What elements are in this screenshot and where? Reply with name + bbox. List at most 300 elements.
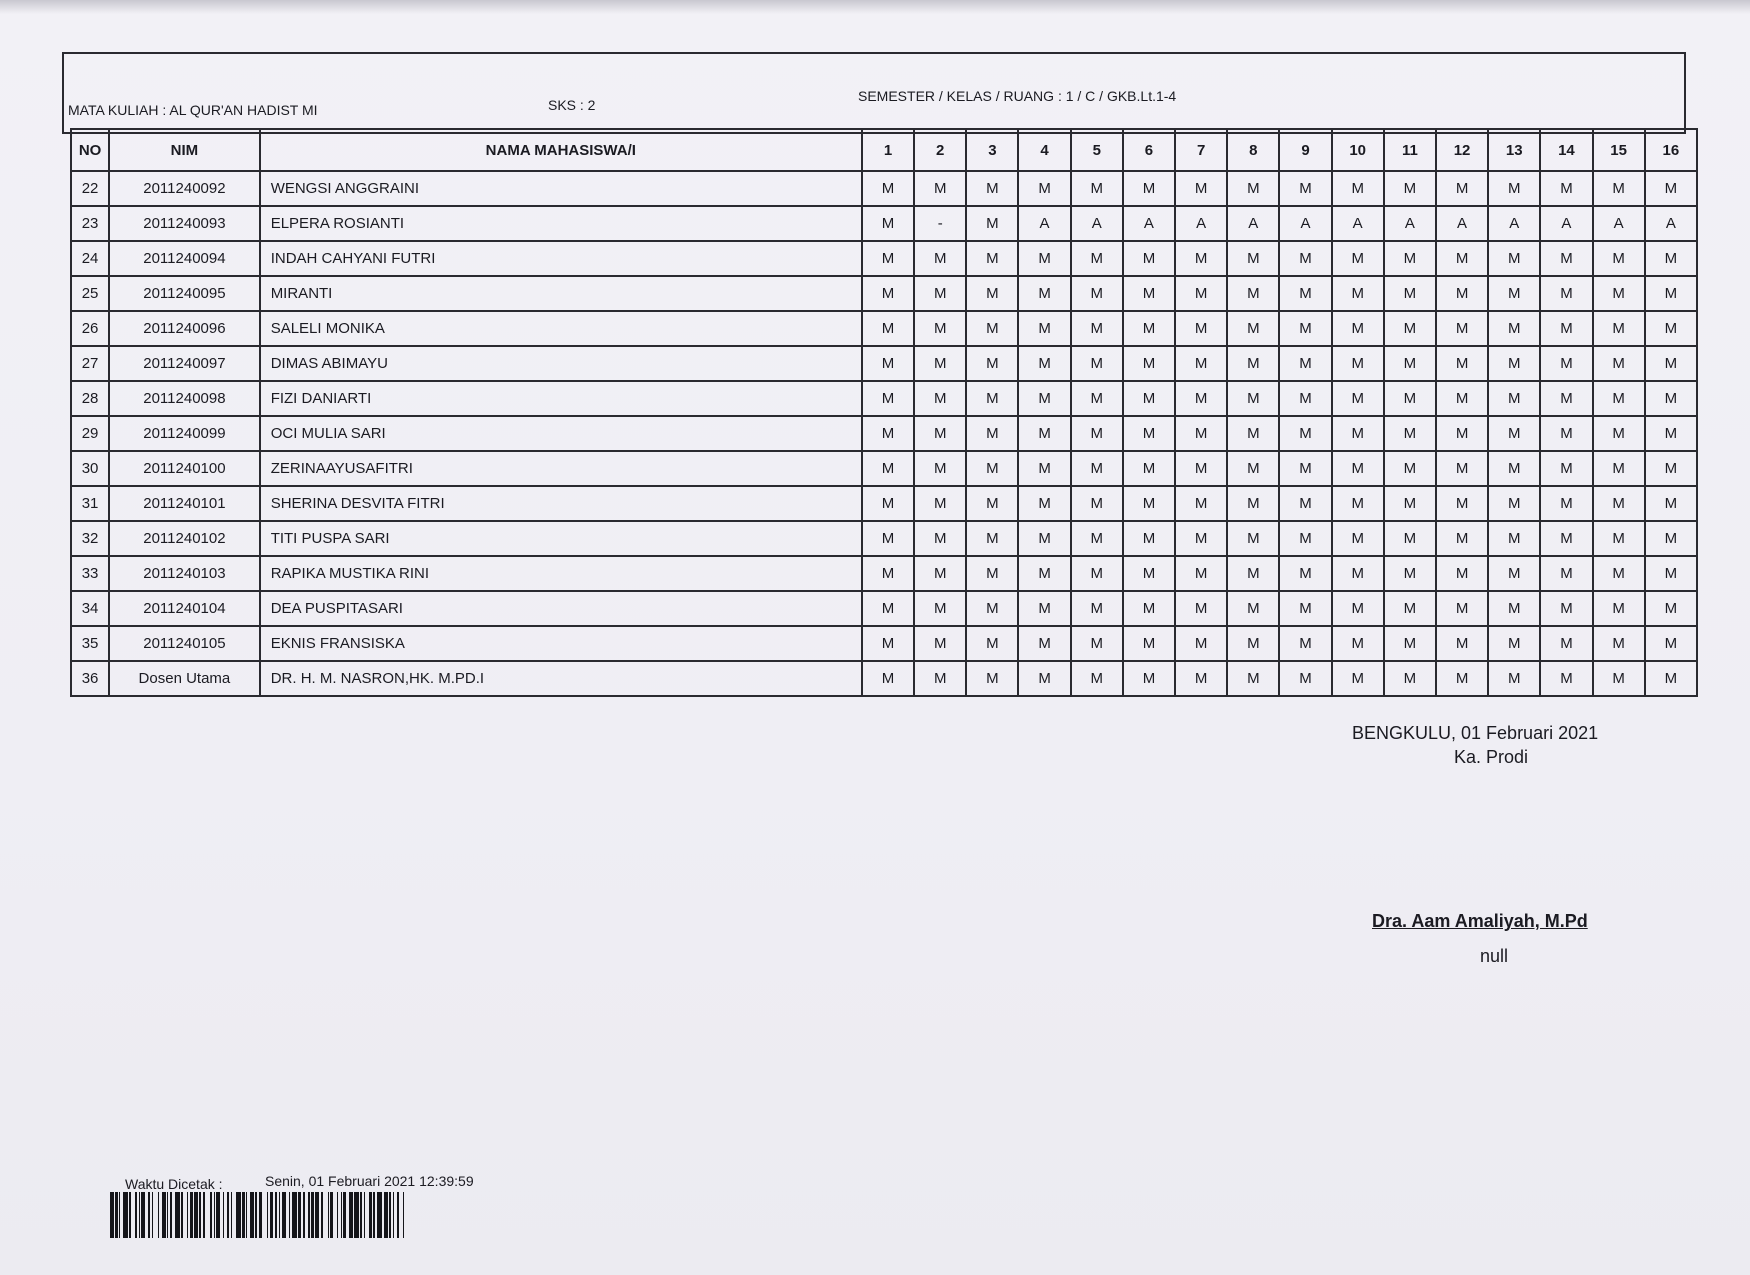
attendance-mark: A	[1488, 206, 1540, 241]
attendance-mark: M	[1593, 556, 1645, 591]
attendance-mark: M	[1593, 486, 1645, 521]
attendance-mark: M	[1175, 381, 1227, 416]
attendance-mark: M	[1332, 591, 1384, 626]
column-header-meeting-9: 9	[1279, 129, 1331, 171]
attendance-mark: M	[1645, 521, 1697, 556]
attendance-mark: M	[862, 591, 914, 626]
attendance-mark: M	[914, 241, 966, 276]
attendance-mark: M	[1384, 556, 1436, 591]
attendance-mark: M	[1645, 381, 1697, 416]
attendance-mark: M	[1384, 451, 1436, 486]
attendance-mark: M	[862, 416, 914, 451]
attendance-mark: M	[1645, 486, 1697, 521]
attendance-mark: M	[914, 381, 966, 416]
student-name: ELPERA ROSIANTI	[260, 206, 862, 241]
attendance-mark: M	[1436, 626, 1488, 661]
attendance-mark: M	[1227, 346, 1279, 381]
attendance-mark: M	[862, 311, 914, 346]
attendance-mark: M	[966, 346, 1018, 381]
place-date: BENGKULU, 01 Februari 2021	[1352, 723, 1599, 743]
attendance-mark: M	[1593, 311, 1645, 346]
attendance-mark: M	[1279, 276, 1331, 311]
attendance-mark: M	[1123, 591, 1175, 626]
attendance-mark: M	[1436, 241, 1488, 276]
attendance-mark: M	[1071, 626, 1123, 661]
student-name: TITI PUSPA SARI	[260, 521, 862, 556]
row-number: 32	[71, 521, 109, 556]
column-header-meeting-13: 13	[1488, 129, 1540, 171]
attendance-mark: A	[1384, 206, 1436, 241]
attendance-mark: M	[1332, 276, 1384, 311]
attendance-mark: M	[1018, 276, 1070, 311]
position-title: Ka. Prodi	[1454, 747, 1529, 767]
attendance-mark: M	[1488, 661, 1540, 696]
attendance-mark: M	[862, 486, 914, 521]
attendance-mark: M	[1488, 591, 1540, 626]
student-name: SHERINA DESVITA FITRI	[260, 486, 862, 521]
attendance-mark: M	[1645, 451, 1697, 486]
row-number: 24	[71, 241, 109, 276]
attendance-mark: M	[1123, 451, 1175, 486]
attendance-mark: M	[1593, 346, 1645, 381]
attendance-mark: M	[914, 416, 966, 451]
attendance-mark: M	[1384, 171, 1436, 206]
attendance-mark: M	[914, 171, 966, 206]
student-name: DEA PUSPITASARI	[260, 591, 862, 626]
attendance-mark: M	[966, 556, 1018, 591]
attendance-mark: M	[966, 241, 1018, 276]
attendance-mark: M	[1436, 451, 1488, 486]
attendance-mark: M	[1123, 521, 1175, 556]
attendance-mark: M	[966, 416, 1018, 451]
table-row	[71, 381, 1697, 416]
attendance-mark: A	[1227, 206, 1279, 241]
attendance-mark: M	[1593, 241, 1645, 276]
attendance-mark: M	[1593, 626, 1645, 661]
attendance-mark: M	[1488, 626, 1540, 661]
table-row	[71, 626, 1697, 661]
row-number: 29	[71, 416, 109, 451]
course-label: MATA KULIAH : AL QUR'AN HADIST MI	[68, 102, 318, 118]
attendance-mark: M	[1645, 346, 1697, 381]
row-number: 26	[71, 311, 109, 346]
attendance-mark: M	[1540, 626, 1592, 661]
table-row	[71, 661, 1697, 696]
attendance-mark: M	[1384, 346, 1436, 381]
attendance-mark: M	[1175, 486, 1227, 521]
attendance-mark: M	[1175, 591, 1227, 626]
column-header-meeting-5: 5	[1071, 129, 1123, 171]
attendance-mark: M	[1540, 311, 1592, 346]
column-header-meeting-7: 7	[1175, 129, 1227, 171]
table-row	[71, 591, 1697, 626]
column-header-nim: NIM	[109, 129, 260, 171]
attendance-mark: M	[1279, 661, 1331, 696]
print-time-value: Senin, 01 Februari 2021 12:39:59	[265, 1173, 474, 1189]
column-header-name: NAMA MAHASISWA/I	[260, 129, 862, 171]
table-row	[71, 346, 1697, 381]
attendance-mark: M	[1123, 241, 1175, 276]
attendance-mark: M	[1018, 416, 1070, 451]
attendance-mark: M	[1018, 486, 1070, 521]
attendance-mark: M	[1279, 311, 1331, 346]
attendance-mark: M	[1332, 346, 1384, 381]
attendance-mark: M	[1018, 521, 1070, 556]
attendance-mark: M	[966, 276, 1018, 311]
attendance-mark: M	[1071, 171, 1123, 206]
attendance-mark: M	[862, 381, 914, 416]
attendance-mark: M	[862, 346, 914, 381]
table-body	[71, 171, 1697, 696]
attendance-mark: M	[1071, 556, 1123, 591]
signatory-id: null	[1480, 946, 1509, 966]
attendance-mark: M	[1123, 381, 1175, 416]
table-row	[71, 171, 1697, 206]
attendance-mark: M	[1227, 626, 1279, 661]
attendance-mark: M	[966, 486, 1018, 521]
student-nim: 2011240093	[109, 206, 260, 241]
attendance-mark: M	[1540, 521, 1592, 556]
attendance-mark: M	[1175, 451, 1227, 486]
attendance-mark: M	[914, 451, 966, 486]
attendance-mark: M	[1488, 276, 1540, 311]
attendance-table	[70, 128, 1698, 697]
attendance-mark: M	[1227, 311, 1279, 346]
attendance-mark: M	[1384, 661, 1436, 696]
table-row	[71, 556, 1697, 591]
attendance-mark: M	[1436, 556, 1488, 591]
attendance-mark: M	[1175, 626, 1227, 661]
attendance-mark: M	[1540, 276, 1592, 311]
row-number: 27	[71, 346, 109, 381]
attendance-mark: M	[1227, 416, 1279, 451]
column-header-meeting-14: 14	[1540, 129, 1592, 171]
attendance-mark: M	[1332, 381, 1384, 416]
attendance-mark: M	[966, 171, 1018, 206]
attendance-mark: -	[914, 206, 966, 241]
attendance-mark: M	[1540, 381, 1592, 416]
barcode	[110, 1192, 675, 1238]
attendance-mark: M	[1175, 521, 1227, 556]
attendance-mark: M	[966, 381, 1018, 416]
column-header-meeting-11: 11	[1384, 129, 1436, 171]
student-nim: 2011240100	[109, 451, 260, 486]
attendance-mark: M	[1332, 521, 1384, 556]
attendance-mark: M	[1279, 486, 1331, 521]
attendance-mark: M	[1123, 556, 1175, 591]
attendance-mark: M	[1018, 346, 1070, 381]
row-number: 35	[71, 626, 109, 661]
attendance-mark: M	[1071, 591, 1123, 626]
attendance-mark: A	[1071, 206, 1123, 241]
attendance-mark: M	[1227, 591, 1279, 626]
attendance-mark: M	[862, 206, 914, 241]
attendance-mark: M	[1593, 661, 1645, 696]
student-nim: 2011240099	[109, 416, 260, 451]
row-number: 22	[71, 171, 109, 206]
attendance-mark: M	[1071, 346, 1123, 381]
attendance-mark: M	[1279, 451, 1331, 486]
attendance-mark: M	[914, 661, 966, 696]
attendance-mark: M	[862, 661, 914, 696]
student-name: MIRANTI	[260, 276, 862, 311]
attendance-mark: M	[1018, 241, 1070, 276]
attendance-mark: M	[1593, 591, 1645, 626]
signatory-name: Dra. Aam Amaliyah, M.Pd	[1372, 911, 1588, 931]
table-row	[71, 416, 1697, 451]
attendance-mark: M	[914, 346, 966, 381]
attendance-mark: M	[1279, 381, 1331, 416]
attendance-mark: M	[1123, 661, 1175, 696]
attendance-mark: M	[966, 521, 1018, 556]
attendance-mark: M	[1436, 486, 1488, 521]
column-header-meeting-8: 8	[1227, 129, 1279, 171]
attendance-mark: M	[914, 486, 966, 521]
attendance-mark: M	[1488, 521, 1540, 556]
attendance-mark: M	[1279, 346, 1331, 381]
column-header-meeting-6: 6	[1123, 129, 1175, 171]
attendance-mark: M	[1018, 171, 1070, 206]
attendance-mark: M	[1488, 486, 1540, 521]
attendance-mark: M	[1593, 381, 1645, 416]
attendance-mark: M	[1488, 416, 1540, 451]
attendance-mark: M	[966, 451, 1018, 486]
column-header-meeting-15: 15	[1593, 129, 1645, 171]
attendance-mark: M	[1540, 591, 1592, 626]
attendance-mark: M	[1123, 626, 1175, 661]
attendance-mark: M	[1227, 486, 1279, 521]
table-row	[71, 206, 1697, 241]
attendance-mark: M	[1645, 626, 1697, 661]
attendance-mark: M	[1436, 591, 1488, 626]
attendance-mark: M	[1018, 451, 1070, 486]
attendance-mark: A	[1645, 206, 1697, 241]
attendance-mark: M	[1279, 416, 1331, 451]
attendance-mark: M	[1332, 626, 1384, 661]
attendance-mark: M	[1540, 171, 1592, 206]
attendance-mark: M	[1123, 171, 1175, 206]
student-name: OCI MULIA SARI	[260, 416, 862, 451]
attendance-mark: M	[1384, 311, 1436, 346]
row-number: 30	[71, 451, 109, 486]
column-header-meeting-1: 1	[862, 129, 914, 171]
attendance-mark: M	[1175, 276, 1227, 311]
attendance-mark: M	[1540, 661, 1592, 696]
attendance-mark: M	[1332, 416, 1384, 451]
attendance-mark: M	[1123, 486, 1175, 521]
attendance-mark: M	[966, 626, 1018, 661]
attendance-mark: M	[1384, 381, 1436, 416]
attendance-mark: M	[1593, 451, 1645, 486]
attendance-mark: M	[1436, 661, 1488, 696]
attendance-mark: M	[1175, 311, 1227, 346]
attendance-mark: M	[1332, 556, 1384, 591]
attendance-mark: M	[1645, 416, 1697, 451]
student-name: WENGSI ANGGRAINI	[260, 171, 862, 206]
attendance-mark: A	[1593, 206, 1645, 241]
attendance-mark: M	[1332, 661, 1384, 696]
student-name: ZERINAAYUSAFITRI	[260, 451, 862, 486]
attendance-mark: A	[1279, 206, 1331, 241]
attendance-mark: M	[1645, 276, 1697, 311]
attendance-mark: M	[1071, 241, 1123, 276]
attendance-mark: M	[1540, 416, 1592, 451]
student-nim: 2011240097	[109, 346, 260, 381]
student-name: EKNIS FRANSISKA	[260, 626, 862, 661]
column-header-no: NO	[71, 129, 109, 171]
attendance-mark: M	[1540, 346, 1592, 381]
attendance-mark: M	[1332, 241, 1384, 276]
student-nim: 2011240092	[109, 171, 260, 206]
attendance-mark: M	[1279, 171, 1331, 206]
attendance-mark: M	[862, 556, 914, 591]
row-number: 36	[71, 661, 109, 696]
scan-shadow	[0, 0, 1750, 14]
print-time-label: Waktu Dicetak :	[125, 1176, 223, 1192]
attendance-mark: M	[1332, 451, 1384, 486]
attendance-mark: A	[1123, 206, 1175, 241]
attendance-mark: M	[1071, 486, 1123, 521]
attendance-mark: M	[1227, 556, 1279, 591]
attendance-mark: M	[1593, 416, 1645, 451]
table-row	[71, 241, 1697, 276]
table-row	[71, 521, 1697, 556]
attendance-mark: M	[1436, 171, 1488, 206]
attendance-mark: M	[1436, 346, 1488, 381]
attendance-mark: M	[862, 451, 914, 486]
attendance-mark: M	[1018, 591, 1070, 626]
attendance-mark: M	[862, 276, 914, 311]
student-nim: 2011240095	[109, 276, 260, 311]
attendance-mark: A	[1332, 206, 1384, 241]
student-nim: 2011240105	[109, 626, 260, 661]
attendance-mark: M	[1384, 591, 1436, 626]
attendance-mark: M	[1175, 171, 1227, 206]
attendance-mark: M	[1332, 311, 1384, 346]
attendance-mark: M	[1071, 451, 1123, 486]
table-row	[71, 451, 1697, 486]
student-nim: 2011240096	[109, 311, 260, 346]
column-header-meeting-12: 12	[1436, 129, 1488, 171]
row-number: 28	[71, 381, 109, 416]
attendance-mark: M	[966, 591, 1018, 626]
attendance-mark: M	[1384, 276, 1436, 311]
attendance-mark: A	[1540, 206, 1592, 241]
attendance-mark: A	[1436, 206, 1488, 241]
student-nim: 2011240103	[109, 556, 260, 591]
attendance-mark: M	[1384, 521, 1436, 556]
attendance-mark: M	[914, 626, 966, 661]
attendance-mark: M	[1227, 241, 1279, 276]
attendance-mark: M	[1175, 346, 1227, 381]
attendance-mark: M	[1227, 661, 1279, 696]
column-header-meeting-10: 10	[1332, 129, 1384, 171]
student-nim: Dosen Utama	[109, 661, 260, 696]
attendance-mark: M	[1279, 626, 1331, 661]
attendance-mark: A	[1175, 206, 1227, 241]
table-row	[71, 486, 1697, 521]
attendance-mark: M	[1540, 241, 1592, 276]
table-header-row	[71, 129, 1697, 171]
attendance-mark: M	[914, 276, 966, 311]
attendance-mark: M	[1175, 661, 1227, 696]
attendance-mark: M	[1540, 451, 1592, 486]
attendance-mark: M	[914, 591, 966, 626]
attendance-mark: M	[1593, 521, 1645, 556]
attendance-mark: M	[1332, 486, 1384, 521]
attendance-mark: M	[1279, 241, 1331, 276]
attendance-mark: M	[1227, 451, 1279, 486]
attendance-mark: M	[1540, 556, 1592, 591]
attendance-mark: M	[1071, 276, 1123, 311]
attendance-mark: M	[1384, 416, 1436, 451]
attendance-mark: M	[1384, 486, 1436, 521]
student-name: RAPIKA MUSTIKA RINI	[260, 556, 862, 591]
attendance-mark: M	[1123, 346, 1175, 381]
student-nim: 2011240104	[109, 591, 260, 626]
attendance-mark: M	[1436, 381, 1488, 416]
column-header-meeting-3: 3	[966, 129, 1018, 171]
attendance-mark: M	[1593, 171, 1645, 206]
column-header-meeting-2: 2	[914, 129, 966, 171]
attendance-mark: M	[966, 661, 1018, 696]
attendance-mark: M	[1645, 311, 1697, 346]
attendance-mark: M	[862, 171, 914, 206]
attendance-mark: M	[1279, 556, 1331, 591]
attendance-mark: M	[1384, 626, 1436, 661]
attendance-mark: M	[1175, 556, 1227, 591]
attendance-mark: M	[862, 241, 914, 276]
attendance-mark: M	[1488, 241, 1540, 276]
attendance-mark: M	[1279, 521, 1331, 556]
attendance-mark: M	[1332, 171, 1384, 206]
attendance-mark: M	[1018, 311, 1070, 346]
attendance-mark: M	[1279, 591, 1331, 626]
row-number: 25	[71, 276, 109, 311]
attendance-mark: M	[914, 521, 966, 556]
attendance-mark: M	[1384, 241, 1436, 276]
row-number: 23	[71, 206, 109, 241]
attendance-mark: M	[1645, 591, 1697, 626]
attendance-mark: M	[1123, 311, 1175, 346]
attendance-mark: M	[1645, 241, 1697, 276]
semester-label: SEMESTER / KELAS / RUANG : 1 / C / GKB.Lt.1-4	[858, 88, 1177, 104]
student-name: DIMAS ABIMAYU	[260, 346, 862, 381]
attendance-mark: M	[914, 556, 966, 591]
attendance-mark: M	[1488, 381, 1540, 416]
attendance-mark: M	[1227, 171, 1279, 206]
attendance-mark: M	[1436, 521, 1488, 556]
attendance-mark: M	[1488, 311, 1540, 346]
attendance-mark: M	[1123, 416, 1175, 451]
row-number: 33	[71, 556, 109, 591]
attendance-mark: M	[1488, 556, 1540, 591]
attendance-mark: M	[1645, 661, 1697, 696]
row-number: 34	[71, 591, 109, 626]
student-name: SALELI MONIKA	[260, 311, 862, 346]
attendance-mark: M	[1488, 451, 1540, 486]
attendance-mark: M	[1071, 311, 1123, 346]
student-name: DR. H. M. NASRON,HK. M.PD.I	[260, 661, 862, 696]
attendance-mark: M	[1488, 171, 1540, 206]
attendance-mark: M	[1018, 626, 1070, 661]
student-nim: 2011240098	[109, 381, 260, 416]
attendance-mark: M	[862, 626, 914, 661]
student-nim: 2011240094	[109, 241, 260, 276]
attendance-mark: A	[1018, 206, 1070, 241]
row-number: 31	[71, 486, 109, 521]
attendance-mark: M	[1593, 276, 1645, 311]
